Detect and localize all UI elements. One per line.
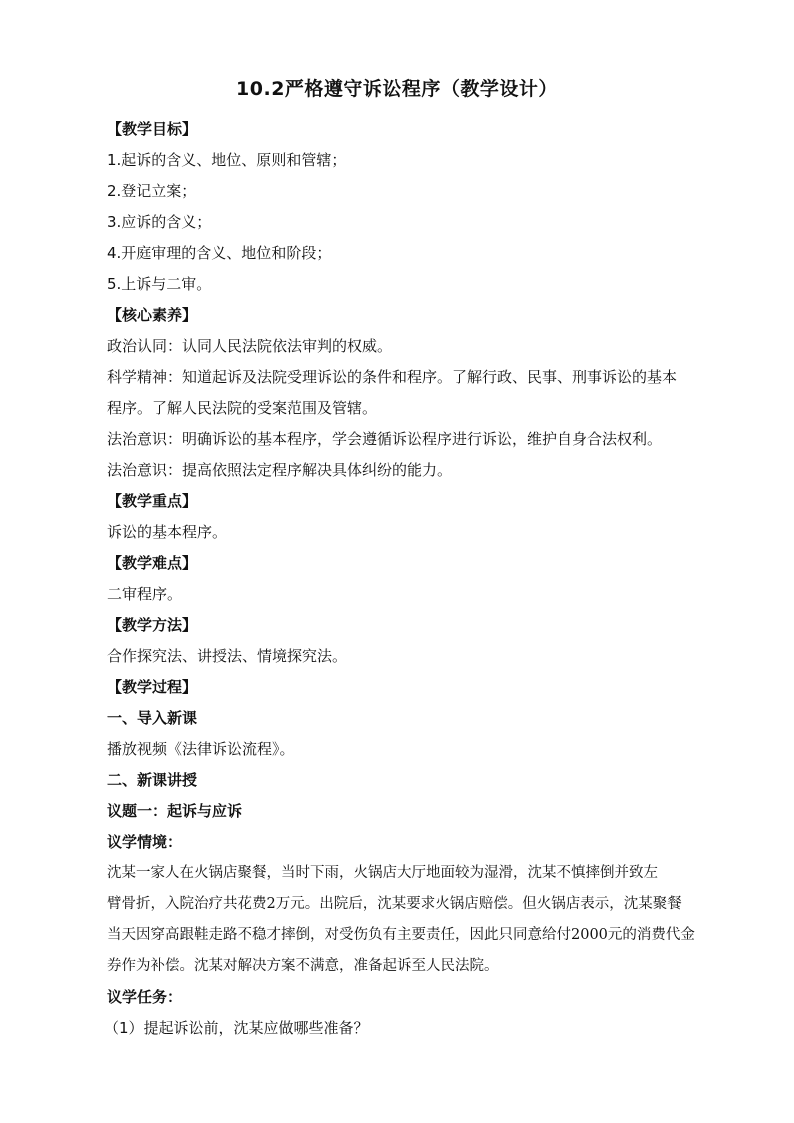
objective-item: 4.开庭审理的含义、地位和阶段；	[107, 244, 332, 262]
task-label: 议学任务：	[107, 988, 183, 1006]
literacy-line: 程序。了解人民法院的受案范围及管辖。	[107, 399, 378, 417]
task-text: （1）提起诉讼前，沈某应做哪些准备？	[104, 1019, 369, 1037]
literacy-line: 政治认同：认同人民法院依法审判的权威。	[107, 337, 393, 355]
section-heading-objectives: 【教学目标】	[107, 120, 198, 138]
objective-item: 3.应诉的含义；	[107, 213, 212, 231]
objective-item: 2.登记立案；	[107, 182, 197, 200]
objective-item: 1.起诉的含义、地位、原则和管辖；	[107, 151, 347, 169]
intro-text: 播放视频《法律诉讼流程》。	[107, 740, 295, 758]
section-heading-literacy: 【核心素养】	[107, 306, 198, 324]
situation-label: 议学情境：	[107, 833, 183, 851]
literacy-line: 法治意识：提高依照法定程序解决具体纠纷的能力。	[107, 461, 453, 479]
section-heading-key-points: 【教学重点】	[107, 492, 198, 510]
methods-text: 合作探究法、讲授法、情境探究法。	[107, 647, 348, 665]
section-heading-methods: 【教学方法】	[107, 616, 198, 634]
situation-line: 当天因穿高跟鞋走路不稳才摔倒，对受伤负有主要责任，因此只同意给付2000元的消费代金	[107, 927, 695, 943]
topic-heading: 议题一：起诉与应诉	[107, 802, 243, 820]
situation-line: 沈某一家人在火锅店聚餐，当时下雨，火锅店大厅地面较为湿滑，沈某不慎摔倒并致左	[107, 865, 658, 881]
situation-line: 券作为补偿。沈某对解决方案不满意，准备起诉至人民法院。	[107, 958, 499, 974]
section-heading-process: 【教学过程】	[107, 678, 198, 696]
document-title: 10.2严格遵守诉讼程序（教学设计）	[236, 78, 558, 100]
section-heading-difficulties: 【教学难点】	[107, 554, 198, 572]
subheading-intro: 一、导入新课	[107, 709, 198, 727]
subheading-new-lesson: 二、新课讲授	[107, 771, 198, 789]
literacy-line: 科学精神：知道起诉及法院受理诉讼的条件和程序。了解行政、民事、刑事诉讼的基本	[107, 368, 678, 386]
objective-item: 5.上诉与二审。	[107, 275, 212, 293]
key-points-text: 诉讼的基本程序。	[107, 523, 228, 541]
difficulties-text: 二审程序。	[107, 585, 183, 603]
literacy-line: 法治意识：明确诉讼的基本程序，学会遵循诉讼程序进行诉讼，维护自身合法权利。	[107, 430, 663, 448]
situation-line: 臂骨折，入院治疗共花费2万元。出院后，沈某要求火锅店赔偿。但火锅店表示，沈某聚餐	[107, 896, 682, 912]
